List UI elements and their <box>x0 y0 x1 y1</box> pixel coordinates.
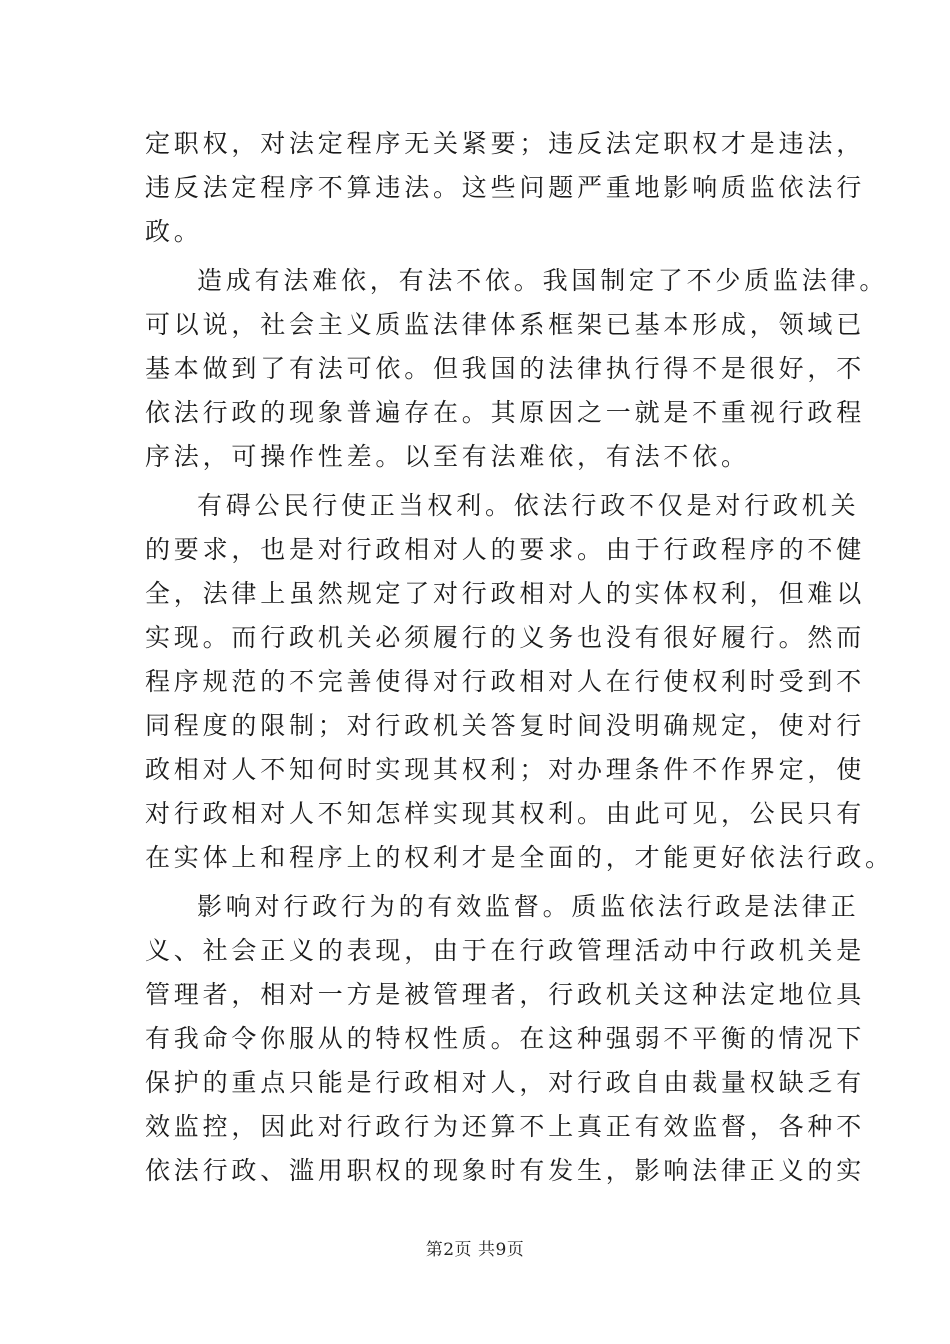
text-line: 同程度的限制；对行政机关答复时间没明确规定，使对行 <box>145 711 866 740</box>
text-line: 基本做到了有法可依。但我国的法律执行得不是很好，不 <box>145 354 866 383</box>
paragraph-first-line: 造成有法难依，有法不依。我国制定了不少质监法律。 <box>197 266 889 295</box>
text-line: 的要求，也是对行政相对人的要求。由于行政程序的不健 <box>145 535 866 564</box>
text-line: 实现。而行政机关必须履行的义务也没有很好履行。然而 <box>145 623 866 652</box>
text-line: 定职权，对法定程序无关紧要；违反法定职权才是违法， <box>145 129 866 158</box>
text-line: 程序规范的不完善使得对行政相对人在行使权利时受到不 <box>145 667 866 696</box>
text-line: 保护的重点只能是行政相对人，对行政自由裁量权缺乏有 <box>145 1068 866 1097</box>
text-line: 全，法律上虽然规定了对行政相对人的实体权利，但难以 <box>145 579 866 608</box>
text-line: 管理者，相对一方是被管理者，行政机关这种法定地位具 <box>145 980 866 1009</box>
paragraph-first-line: 有碍公民行使正当权利。依法行政不仅是对行政机关 <box>197 491 860 520</box>
text-line: 效监控，因此对行政行为还算不上真正有效监督，各种不 <box>145 1112 866 1141</box>
text-line: 序法，可操作性差。以至有法难依，有法不依。 <box>145 442 750 471</box>
text-line: 依法行政的现象普遍存在。其原因之一就是不重视行政程 <box>145 398 866 427</box>
paragraph-first-line: 影响对行政行为的有效监督。质监依法行政是法律正 <box>197 892 860 921</box>
text-line: 对行政相对人不知怎样实现其权利。由此可见，公民只有 <box>145 799 866 828</box>
text-line: 违反法定程序不算违法。这些问题严重地影响质监依法行 <box>145 173 866 202</box>
text-line: 政。 <box>145 217 203 246</box>
text-line: 依法行政、滥用职权的现象时有发生，影响法律正义的实 <box>145 1156 866 1185</box>
text-line: 义、社会正义的表现，由于在行政管理活动中行政机关是 <box>145 936 866 965</box>
text-line: 在实体上和程序上的权利才是全面的，才能更好依法行政。 <box>145 843 894 872</box>
text-line: 政相对人不知何时实现其权利；对办理条件不作界定，使 <box>145 755 866 784</box>
text-line: 可以说，社会主义质监法律体系框架已基本形成，领域已 <box>145 310 866 339</box>
text-line: 有我命令你服从的特权性质。在这种强弱不平衡的情况下 <box>145 1024 866 1053</box>
page-number-footer: 第2页 共9页 <box>425 1240 525 1260</box>
